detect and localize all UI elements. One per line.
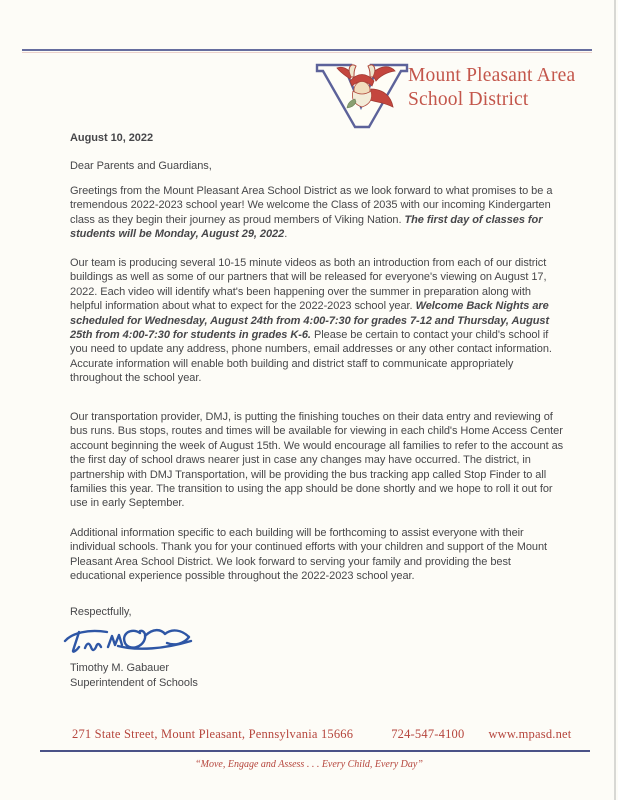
p2-text: Our team is producing several 10-15 minute videos as both an introduction from each of our district buildings as well as some of our partners that will be released for everyone's viewing on August 17, 2022. Each video will identify what's been happening over the summer in preparation along with helpful information about what to expect for the 2022-2023 school year. [70,257,547,313]
paragraph-additional-info: Additional information specific to each building will be forthcoming to assist everyone with their individual schools. Thank you for your continued efforts with your children and support of the Mount Pleasant Area School District. We look forward to serving your family and providing the best educational experience possible throughout the 2022-2023 school year. [70,527,548,583]
p2-bold-welcome-back-nights: Welcome Back Nights are scheduled for Wednesday, August 24th from 4:00-7:30 for grades 7-12 and Thursday, August 25th from 4:00-7:30 for students in grades K-6. [70,300,550,342]
paragraph-first-day [70,184,564,242]
footer-phone: 724-547-4100 [391,727,465,741]
paragraph-videos-welcome-back [70,256,564,386]
scan-edge-artifact [614,0,616,800]
viking-v-logo-icon [314,60,410,132]
letter-closing: Respectfully, [70,606,132,618]
paragraph-transportation: Our transportation provider, DMJ, is putting the finishing touches on their data entry and reviewing of bus runs. Bus stops, routes and times will be available for viewing in each child's Home Access Center account beginning the week of August 15th. We would encourage all families to refer to the account as the first day of school draws nearer just in case any changes may have occurred. The district, in partnership with DMJ Transportation, will be providing the bus tracking app called Stop Finder to all families this year. The transition to using the app should be done shortly and we hope to roll it out for use in early September. [70,411,564,510]
signer-name: Timothy M. Gabauer [70,662,169,674]
p1-text: Greetings from the Mount Pleasant Area School District as we look forward to what promises to be a tremendous 2022-2023 school year! We welcome the Class of 2035 with our incoming Kindergarten class as they begin their journey as proud members of Viking Nation. [70,185,553,226]
header-rule-accent [22,52,592,53]
footer-rule [40,750,590,752]
p2-text-contact: Please be certain to contact your child's school if you need to update any address, phone numbers, email addresses or any other contact information. Accurate information will enable both building and district staff to communicate appropriately throughout the school year. [70,329,552,385]
footer-website: www.mpasd.net [488,727,572,741]
district-name-line2: School District [408,89,529,110]
handwritten-signature [60,620,198,666]
signer-title: Superintendent of Schools [70,676,198,689]
district-name [408,64,575,112]
footer-contact-row [72,727,578,742]
district-name-line1: Mount Pleasant Area [408,65,576,86]
p1-period: . [284,228,288,241]
letter-salutation: Dear Parents and Guardians, [70,160,212,172]
district-motto: “Move, Engage and Assess . . . Every Child, Every Day” [195,759,423,770]
header-rule [22,49,592,51]
p1-bold-first-day: The first day of classes for students will be Monday, August 29, 2022 [70,213,543,241]
footer-address: 271 State Street, Mount Pleasant, Pennsylvania 15666 [72,727,354,741]
signature-block [70,661,564,690]
letter-date: August 10, 2022 [70,132,154,144]
